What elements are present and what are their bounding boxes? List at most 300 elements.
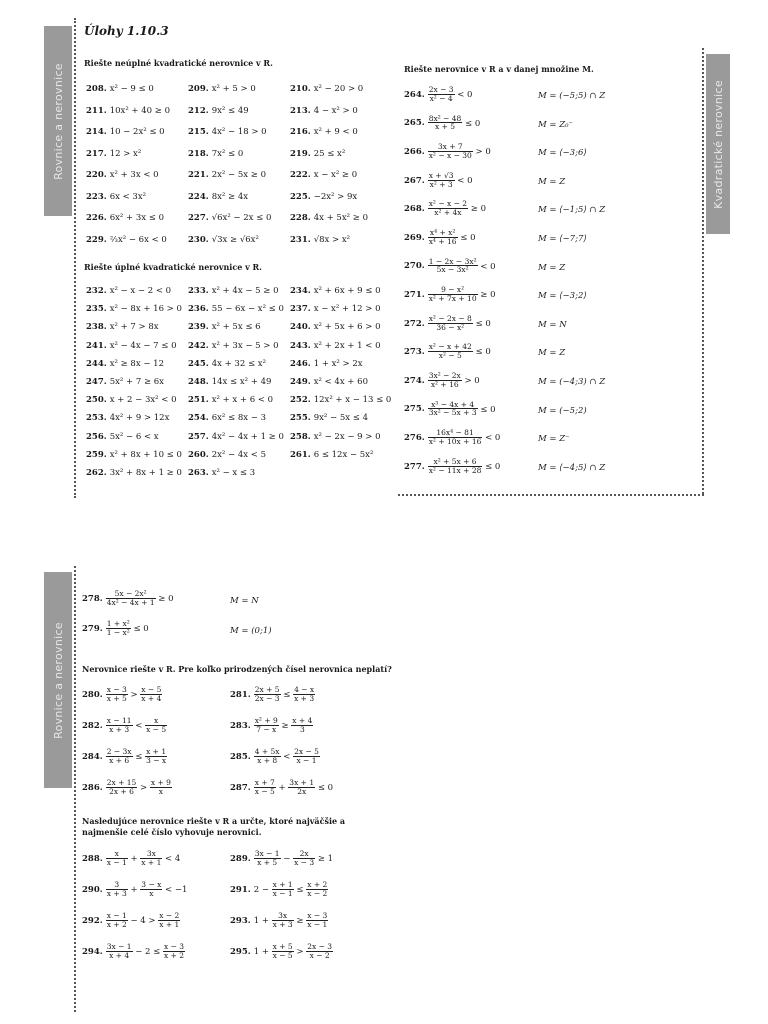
denominator: x + 3 [109,724,130,734]
inequality-item [404,115,480,132]
item-number: 271. [404,290,425,301]
item-expression: x − x² + 12 > 0 [313,304,381,315]
inequality-item [188,359,266,369]
item-number: 285. [230,751,251,762]
item-expression: x² + 3x − 5 > 0 [211,340,279,351]
inequality-item [404,372,480,389]
inequality-item [82,779,172,796]
numerator: 2x − 5 [294,747,319,756]
denominator: x + 4 [141,693,162,703]
item-number: 252. [290,395,311,406]
denominator: x − 5 [272,950,293,960]
item-expression: 9x² ≤ 49 [211,105,249,116]
fraction [106,850,128,867]
set-constraint: M = (0;1) [230,626,272,636]
relation: ≤ 0 [472,347,491,358]
fraction [254,717,279,734]
relation: < 0 [454,89,473,100]
inequality-item [82,748,167,765]
denominator: x² − 5 [438,351,462,361]
item-expression: x² ≥ 8x − 12 [109,358,164,369]
item-number: 261. [290,449,311,460]
inequality-item [86,149,141,159]
inequality-item [188,432,284,442]
item-number: 242. [188,340,209,351]
set-constraint: M = ⟨−7;7⟩ [538,234,587,244]
dotted-border [74,18,76,498]
inequality-item [188,304,284,314]
denominator: x [158,786,163,796]
item-number: 237. [290,304,311,315]
numerator: x + 1 [146,747,167,756]
prefix: 1 + [253,946,272,957]
inequality-item [82,850,180,867]
side-tab: Rovnice a nerovnice [44,572,72,788]
fraction [145,748,167,765]
fraction [428,458,483,475]
item-number: 270. [404,261,425,272]
item-number: 239. [188,322,209,333]
numerator: 8x² − 48 [428,113,462,123]
item-number: 278. [82,593,103,604]
inequality-item [86,432,159,442]
relation: ≥ 0 [477,290,496,301]
item-number: 208. [86,84,107,94]
fraction [158,912,180,929]
heading-set: Riešte nerovnice v R a v danej množine M. [404,64,594,74]
numerator: x + 2 [307,880,328,889]
inequality-item [86,395,177,405]
fraction [291,717,313,734]
item-number: 221. [188,170,209,180]
denominator: 3 − x [146,755,167,765]
heading-natural: Nerovnice riešte v R. Pre koľko prirodzených čísel nerovnica neplatí? [82,664,392,674]
item-number: 281. [230,689,251,700]
item-number: 266. [404,147,425,158]
item-number: 218. [188,148,209,159]
numerator: x² + 9 [254,716,278,725]
inequality-item [290,450,373,460]
fraction [306,943,333,960]
relation: ≤ 0 [457,232,476,243]
item-number: 265. [404,118,425,129]
denominator: 4x² − 4x + 1 [106,597,155,607]
item-number: 257. [188,431,209,442]
item-expression: x² − 20 > 0 [313,84,364,94]
item-number: 283. [230,720,251,731]
item-expression: 25 ≤ x² [313,148,346,159]
inequality-item [404,458,500,475]
relation: ≤ 0 [462,118,481,129]
item-expression: x + 2 − 3x² < 0 [109,395,177,406]
item-expression: x² + x + 6 < 0 [211,395,274,406]
fraction [106,717,133,734]
item-number: 264. [404,89,425,100]
inequality-item [290,359,363,369]
item-number: 230. [188,234,209,245]
inequality-item [188,377,271,387]
numerator: x² − x − 2 [428,199,468,209]
tail: < −1 [162,884,188,895]
inequality-item [188,286,279,296]
fraction [254,748,281,765]
item-number: 279. [82,623,103,634]
fraction [140,850,162,867]
numerator: 3x [272,912,294,921]
item-number: 214. [86,127,107,137]
inequality-item [188,106,249,116]
relation: ≤ 0 [130,623,149,634]
item-number: 293. [230,915,251,926]
set-constraint: M = ⟨−4;5⟩ ∩ Z [538,462,606,473]
item-expression: 10x² + 40 ≥ 0 [109,105,170,116]
relation: ≤ [132,751,146,762]
item-expression: 1 + x² > 2x [313,358,363,369]
numerator: x + 9 [150,778,171,787]
fraction [272,943,294,960]
item-expression: x² − x − 2 < 0 [109,286,172,296]
dotted-border [702,48,704,494]
inequality-item [86,304,182,314]
inequality-item [230,881,328,898]
relation: ≤ 0 [482,461,501,472]
item-number: 253. [86,413,107,424]
numerator: x [106,850,128,859]
item-number: 275. [404,404,425,415]
item-expression: x² + 4x − 5 ≥ 0 [211,286,279,296]
item-number: 288. [82,853,103,864]
page-1 [44,18,396,500]
numerator: x − 2 [159,911,180,920]
inequality-item [86,413,169,423]
dotted-border-bottom [398,494,704,496]
inequality-item [82,717,167,734]
set-constraint: M = Z⁻ [538,434,570,445]
inequality-item [188,84,256,94]
inequality-item [188,192,248,202]
inequality-item [188,413,266,423]
set-constraint: M = ⟨−1;5⟩ ∩ Z [538,205,606,216]
item-number: 284. [82,751,103,762]
fraction [428,200,468,217]
item-expression: x² + 9 < 0 [313,127,358,137]
item-expression: 9x² − 5x ≤ 4 [313,413,368,424]
denominator: x² + 10x + 16 [428,437,482,447]
item-number: 267. [404,175,425,186]
numerator: 3x − 1 [254,849,280,858]
denominator: x + 5 [257,857,278,867]
item-number: 292. [82,915,103,926]
item-number: 241. [86,340,107,351]
item-number: 290. [82,884,103,895]
item-number: 263. [188,468,209,478]
inequality-item [188,322,261,332]
prefix: 1 + [253,915,272,926]
fraction [428,258,478,275]
item-number: 220. [86,170,107,180]
item-number: 276. [404,433,425,444]
fraction [106,779,138,796]
denominator: x − 1 [106,857,127,867]
set-constraint: M = ⟨−3;6⟩ [538,148,587,159]
inequality-item [404,86,472,103]
item-number: 247. [86,377,107,387]
numerator: 2x + 5 [254,685,280,694]
denominator: 1 − x² [106,627,130,637]
item-number: 233. [188,286,209,296]
inequality-item [290,149,345,159]
numerator: x³ − 4x + 4 [428,401,478,410]
inequality-item [230,912,328,929]
denominator: x + 3 [294,693,315,703]
item-expression: 8x² ≥ 4x [211,191,249,202]
denominator: 7 − x [256,724,277,734]
relation: < [132,720,146,731]
denominator: x − 3 [294,857,315,867]
inequality-item [404,200,486,217]
inequality-item [86,322,159,332]
relation: > 0 [461,375,480,386]
inequality-item [86,468,182,478]
item-number: 277. [404,461,425,472]
relation: < 0 [477,261,496,272]
item-number: 289. [230,853,251,864]
relation: ≥ [278,720,292,731]
item-number: 213. [290,105,311,116]
numerator: 3x [140,850,162,859]
fraction [272,912,294,929]
inequality-item [82,686,162,703]
numerator: x [145,717,167,726]
item-expression: 4 − x² > 0 [313,105,358,116]
denominator: x + 1 [159,919,180,929]
numerator: 2x [293,850,315,859]
numerator: 2x − 3 [307,942,333,951]
item-number: 240. [290,322,311,333]
fraction [106,912,128,929]
relation: < 0 [454,175,473,186]
inequality-item [86,359,164,369]
fraction [140,686,162,703]
denominator: 2x [297,786,307,796]
numerator: x − 3 [106,685,127,694]
numerator: x + 5 [272,942,293,951]
item-expression: 14x ≤ x² + 49 [211,377,272,387]
item-number: 238. [86,322,107,333]
inequality-item [82,912,180,929]
item-number: 223. [86,191,107,202]
denominator: x [149,888,154,898]
denominator: x + 5 [106,693,127,703]
fraction [106,686,128,703]
inequality-item [290,235,350,245]
inequality-item [404,343,491,360]
item-number: 209. [188,84,209,94]
numerator: x² − 2x − 8 [428,313,472,323]
relation: ≥ 0 [468,204,486,215]
numerator: 16x⁴ − 81 [428,429,483,438]
fraction [106,620,131,637]
item-number: 260. [188,449,209,460]
denominator: 5x − 3x² [436,265,469,275]
item-number: 226. [86,213,107,223]
item-number: 259. [86,449,107,460]
fraction [428,315,473,332]
inequality-item [404,172,472,189]
relation: ≤ [293,884,307,895]
relation: ≥ 0 [155,593,174,604]
item-expression: ⅔x² − 6x < 0 [109,234,167,245]
fraction [306,912,328,929]
item-expression: x² + 5x ≤ 6 [211,322,261,333]
inequality-item [290,213,368,223]
item-number: 254. [188,413,209,424]
fraction [428,401,478,418]
item-number: 287. [230,782,251,793]
item-number: 251. [188,395,209,406]
denominator: x − 1 [307,919,328,929]
relation: > [293,946,307,957]
fraction [272,881,294,898]
denominator: x + 5 [434,122,456,132]
relation: − [280,853,294,864]
item-expression: √3x ≥ √6x² [211,234,259,245]
item-expression: x² − x ≤ 3 [211,468,256,478]
numerator: x² + 5x + 6 [428,458,483,467]
item-number: 210. [290,84,311,94]
item-number: 255. [290,413,311,424]
item-expression: 2x² − 4x < 5 [211,449,266,460]
inequality-item [82,620,149,637]
item-number: 232. [86,286,107,296]
inequality-item [290,192,357,202]
denominator: x − 1 [296,755,317,765]
numerator: 1 − 2x − 3x² [428,256,477,266]
inequality-item [86,235,167,245]
heading-complete: Riešte úplné kvadratické nerovnice v R. [84,262,262,272]
numerator: 3x − 1 [106,942,132,951]
denominator: x + 4 [109,950,130,960]
inequality-item [82,881,187,898]
fraction [306,881,328,898]
item-expression: 55 − 6x − x² ≤ 0 [211,304,284,315]
denominator: x² + 16 [430,379,459,389]
numerator: 3 [106,881,128,890]
item-expression: 4x + 32 ≤ x² [211,358,266,369]
item-number: 250. [86,395,107,406]
set-constraint: M = (−4;3) ∩ Z [538,377,606,387]
tail: ≥ 1 [315,853,334,864]
inequality-item [290,413,368,423]
inequality-item [404,143,491,160]
item-number: 256. [86,431,107,442]
denominator: x + 2 [106,919,127,929]
denominator: x − 2 [307,888,328,898]
set-constraint: M = Z [538,176,566,187]
set-constraint: M = Z [538,348,566,359]
item-number: 249. [290,377,311,387]
denominator: x + 2 [164,950,185,960]
inequality-item [230,686,315,703]
side-tab: Rovnice a nerovnice [44,26,72,216]
item-expression: x² − 4x − 7 ≤ 0 [109,340,177,351]
set-constraint: M = N [538,319,567,330]
denominator: x² + 4x [434,208,462,218]
item-expression: 3x² + 8x + 1 ≥ 0 [109,468,182,478]
fraction [140,881,162,898]
inequality-item [290,432,381,442]
inequality-item [188,149,243,159]
fraction [145,717,167,734]
relation: ≥ [293,915,307,926]
inequality-item [86,127,165,137]
set-constraint: M = (−5;2) [538,405,587,416]
fraction [150,779,172,796]
fraction [428,343,473,360]
relation: ≤ 0 [477,404,496,415]
prefix: 2 − [253,884,272,895]
relation: + [127,884,141,895]
fraction [428,115,463,132]
relation: > [127,689,141,700]
item-number: 244. [86,358,107,369]
item-expression: 6x² + 3x ≤ 0 [109,213,164,223]
item-expression: 6x < 3x² [109,191,147,202]
numerator: 2x − 3 [428,85,454,94]
set-constraint: M = (−5;5) ∩ Z [538,91,606,101]
item-number: 243. [290,340,311,351]
fraction [293,850,315,867]
fraction [106,748,133,765]
denominator: x − 5 [146,724,167,734]
numerator: x + 4 [292,716,313,725]
inequality-item [188,170,266,180]
item-expression: x² + 8x + 10 ≤ 0 [109,449,182,460]
item-number: 225. [290,191,311,202]
item-number: 224. [188,191,209,202]
inequality-item [86,213,164,223]
numerator: x + 7 [254,778,275,787]
set-constraint: M = Z [538,262,566,273]
item-number: 217. [86,148,107,159]
set-constraint: M = ⟨−3;2⟩ [538,291,587,302]
denominator: x² − x − 30 [428,151,472,161]
inequality-item [86,170,159,180]
item-number: 291. [230,884,251,895]
item-number: 212. [188,105,209,116]
item-number: 286. [82,782,103,793]
item-number: 219. [290,148,311,159]
relation: > [137,782,150,793]
inequality-item [404,258,496,275]
item-number: 295. [230,946,251,957]
inequality-item [290,84,363,94]
inequality-item [290,286,381,296]
item-expression: 10 − 2x² ≤ 0 [109,127,165,137]
inequality-item [86,192,146,202]
numerator: 9 − x² [428,286,478,295]
item-number: 231. [290,234,311,245]
fraction [428,429,483,446]
item-expression: x² + 3x < 0 [109,170,159,180]
inequality-item [86,377,164,387]
inequality-item [86,106,170,116]
numerator: 4 + 5x [254,747,280,756]
denominator: 3 [299,724,305,734]
inequality-item [230,943,333,960]
inequality-item [404,429,500,446]
item-expression: 12x² + x − 13 ≤ 0 [313,395,392,406]
